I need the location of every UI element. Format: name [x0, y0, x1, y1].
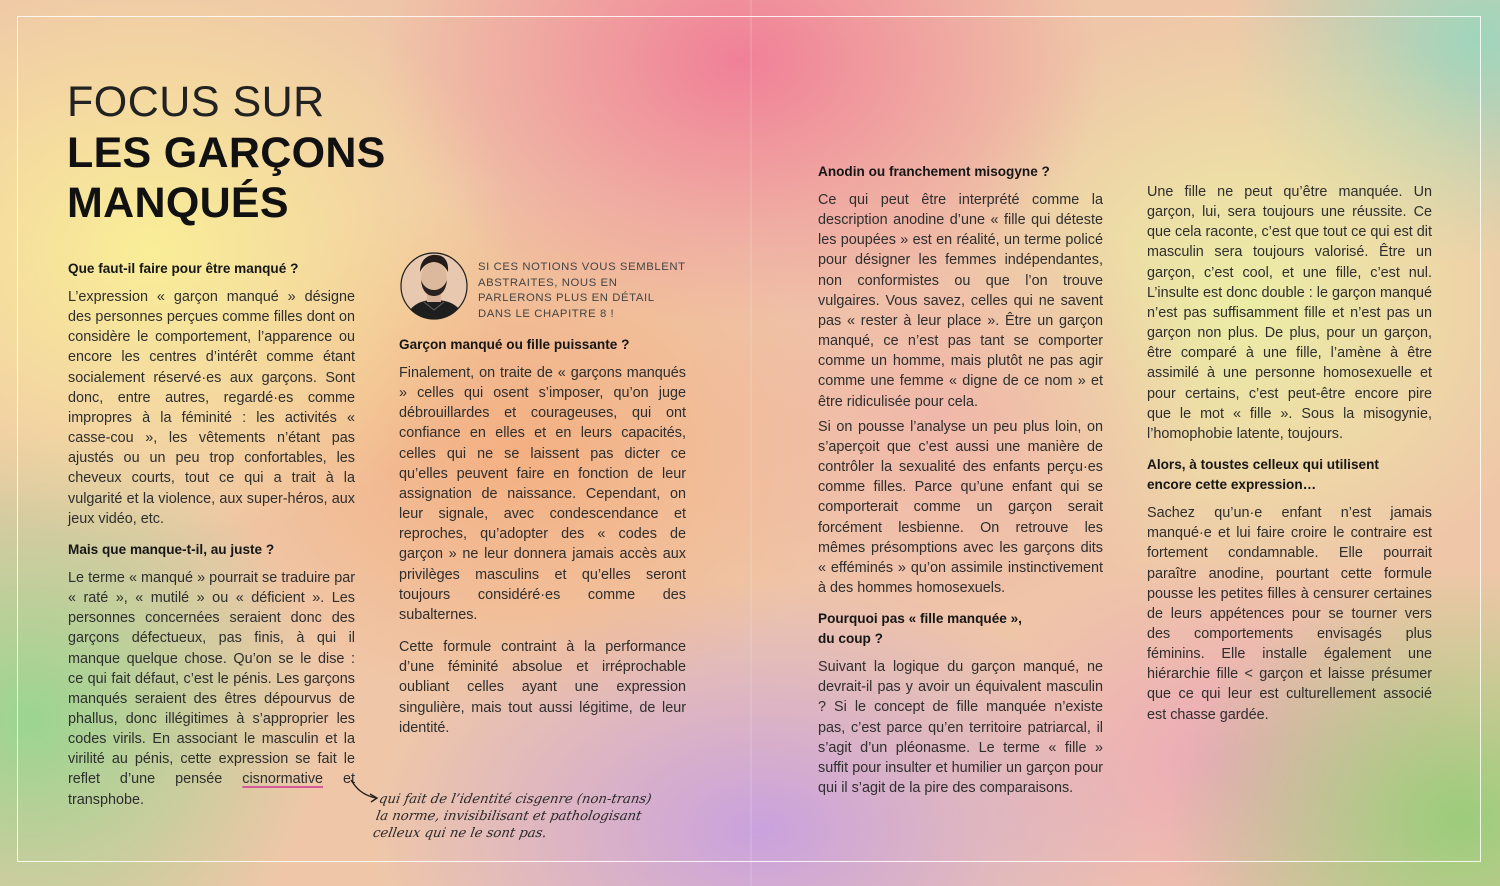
column-2: [399, 335, 686, 743]
heading-line: Alors, à toustes celleux qui utilisent: [1147, 457, 1379, 473]
column-4: [1147, 182, 1432, 730]
callout-line: SI CES NOTIONS VOUS SEMBLENT: [478, 261, 686, 273]
title-line-3: MANQUÉS: [67, 179, 289, 227]
heading-garcon-manque-ou-fille-puissante: Garçon manqué ou fille puissante ?: [399, 337, 630, 352]
paragraph-cette-formule: Cette formule contraint à la performance d’une féminité absolue et irréprochable oubliant celles ayant une expression singulière, mais tout aussi légitime, de leur identité.: [399, 639, 686, 736]
paragraph-terme-manque-end: et transphobe.: [68, 771, 356, 808]
title-line-2: LES GARÇONS: [67, 129, 386, 177]
paragraph-sachez: Sachez qu’un·e enfant n’est jamais manqué·e et lui faire croire le contraire est fortement condamnable. Elle pourrait paraître anodine, pourtant cette formule pousse les petites filles à censurer certaines de leurs appétences pour se tourner vers des comportements envisagés plus féminins. Elle installe également une hiérarchie fille < garçon et laisse présumer que ce qui leur est culturellement associé est chasse gardée.: [1147, 505, 1432, 723]
paragraph-expression: L’expression « garçon manqué » désigne des personnes perçues comme filles dont on considère le comportement, l’apparence ou encore les centres d’intérêt comme étant socialement réservé·es aux garçons. Sont donc, entre autres, regardé·es comme impropres à la féminité : les activités « casse-cou », les vêtements n’étant pas ajustés ou un peu trop confortables, les cheveux courts, tout ce qui a trait à la vulgarité et la violence, aux super-héros, aux jeux vidéo, etc.: [68, 289, 355, 527]
heading-line: du coup ?: [818, 631, 883, 647]
paragraph-terme-manque-text: Le terme « manqué » pourrait se traduire par « raté », « mutilé » ou « déficient ». Les personnes concernées seraient donc des garçons défectueux, pas finis, à qui il manque quelque chose. Qu’on se le dise : ce qui fait défaut, c’est le pénis. Les garçons manqués seraient des êtres dépourvus de phallus, donc illégitimes à s’approprier les codes virils. En associant le masculin et la virilité au pénis, cette expression se fait le reflet d’une pensée: [68, 569, 355, 788]
note-line: la norme, invisibilisant et pathologisant: [374, 809, 643, 824]
paragraph-finalement: Finalement, on traite de « garçons manqués » celles qui osent s’imposer, qu’on juge débrouillardes et courageuses, qui ont confiance en elles et en leurs capacités, celles qui ne se laissent pas dicter ce qu’elles peuvent faire en fonction de leur assignation de naissance. Cependant, on leur signale, avec condescendance et reproches, qu’adopter des « codes de garçon » ne leur donnera jamais accès aux privilèges masculins et qu’elles seront toujours considéré·es comme des subalternes.: [399, 365, 686, 623]
column-1: [68, 259, 355, 815]
paragraph-terme-manque: [68, 568, 355, 810]
note-line: qui fait de l’identité cisgenre (non-trans): [377, 792, 653, 807]
page-title: [67, 128, 386, 228]
heading-pourquoi-pas-fille-manquee: [818, 609, 1103, 649]
chapter-callout: [478, 260, 708, 322]
heading-que-manque-t-il: Mais que manque-t-il, au juste ?: [68, 541, 275, 557]
heading-anodin-ou-misogyne: Anodin ou franchement misogyne ?: [818, 164, 1050, 179]
callout-line: DANS LE CHAPITRE 8 !: [478, 307, 615, 320]
note-line: celleux qui ne le sont pas.: [371, 826, 548, 841]
column-3: [818, 162, 1103, 803]
title-kicker: FOCUS SUR: [67, 78, 325, 126]
page-fold: [750, 0, 752, 886]
heading-alors-a-toustes: [1147, 455, 1432, 495]
handwritten-definition-note: [372, 791, 653, 842]
paragraph-ce-qui-peut-etre: Ce qui peut être interprété comme la description anodine d’une « fille qui déteste les poupées » est en réalité, un terme policé pour désigner les femmes indépendantes, non conformistes ou que l’on trouve vulgaires. Vous savez, celles qui ne savent pas « rester à leur place ». Être un garçon manqué, ce n’est pas tant se comporter comme un homme, mais plutôt ne pas agir comme une femme « digne de ce nom » et être ridiculisée pour cela.: [818, 192, 1103, 410]
callout-line: ABSTRAITES, NOUS EN: [478, 276, 618, 289]
paragraph-suivant-la-logique: Suivant la logique du garçon manqué, ne devrait-il pas y avoir un équivalent masculin ? Si le concept de fille manquée n’existe pas, c’est parce qu’en territoire patriarcal, il s’agit d’un pléonasme. Le terme « fille » suffit pour insulter et humilier un garçon pour qui il s’agit de la pire des comparaisons.: [818, 659, 1103, 797]
heading-que-faut-il: Que faut-il faire pour être manqué ?: [68, 261, 299, 276]
paragraph-une-fille-ne-peut: Une fille ne peut qu’être manquée. Un garçon, lui, sera toujours une réussite. Ce que cela raconte, c’est que tout ce qui est dit masculin sera toujours valorisé. Être un garçon, c’est cool, et une fille, c’est nul. L’insulte est donc double : le garçon manqué n’est pas suffisamment fille et n’est pas un garçon non plus. De plus, pour un garçon, être comparé à une fille, l’amène à être assimilé à une personne homosexuelle et pour certains, c’est peut-être encore pire que le mot « fille ». Sous la misogynie, l’homophobie latente, toujours.: [1147, 184, 1432, 442]
callout-line: PARLERONS PLUS EN DÉTAIL: [478, 292, 655, 305]
heading-line: Pourquoi pas « fille manquée »,: [818, 611, 1022, 627]
handwritten-arrow-icon: [348, 778, 382, 804]
paragraph-si-on-pousse: Si on pousse l’analyse un peu plus loin, on s’aperçoit que c’est aussi une manière de contrôler la sexualité des enfants perçu·es comme filles. Parce qu’une enfant qui se comporterait comme un garçon serait forcément lesbienne. On retrouve les mêmes présomptions avec les garçons dits « efféminés » qu’on assimile instinctivement à des hommes homosexuels.: [818, 418, 1103, 596]
cisnormative-word: cisnormative: [242, 771, 324, 788]
heading-line: encore cette expression…: [1147, 477, 1317, 493]
author-avatar: [400, 246, 468, 324]
